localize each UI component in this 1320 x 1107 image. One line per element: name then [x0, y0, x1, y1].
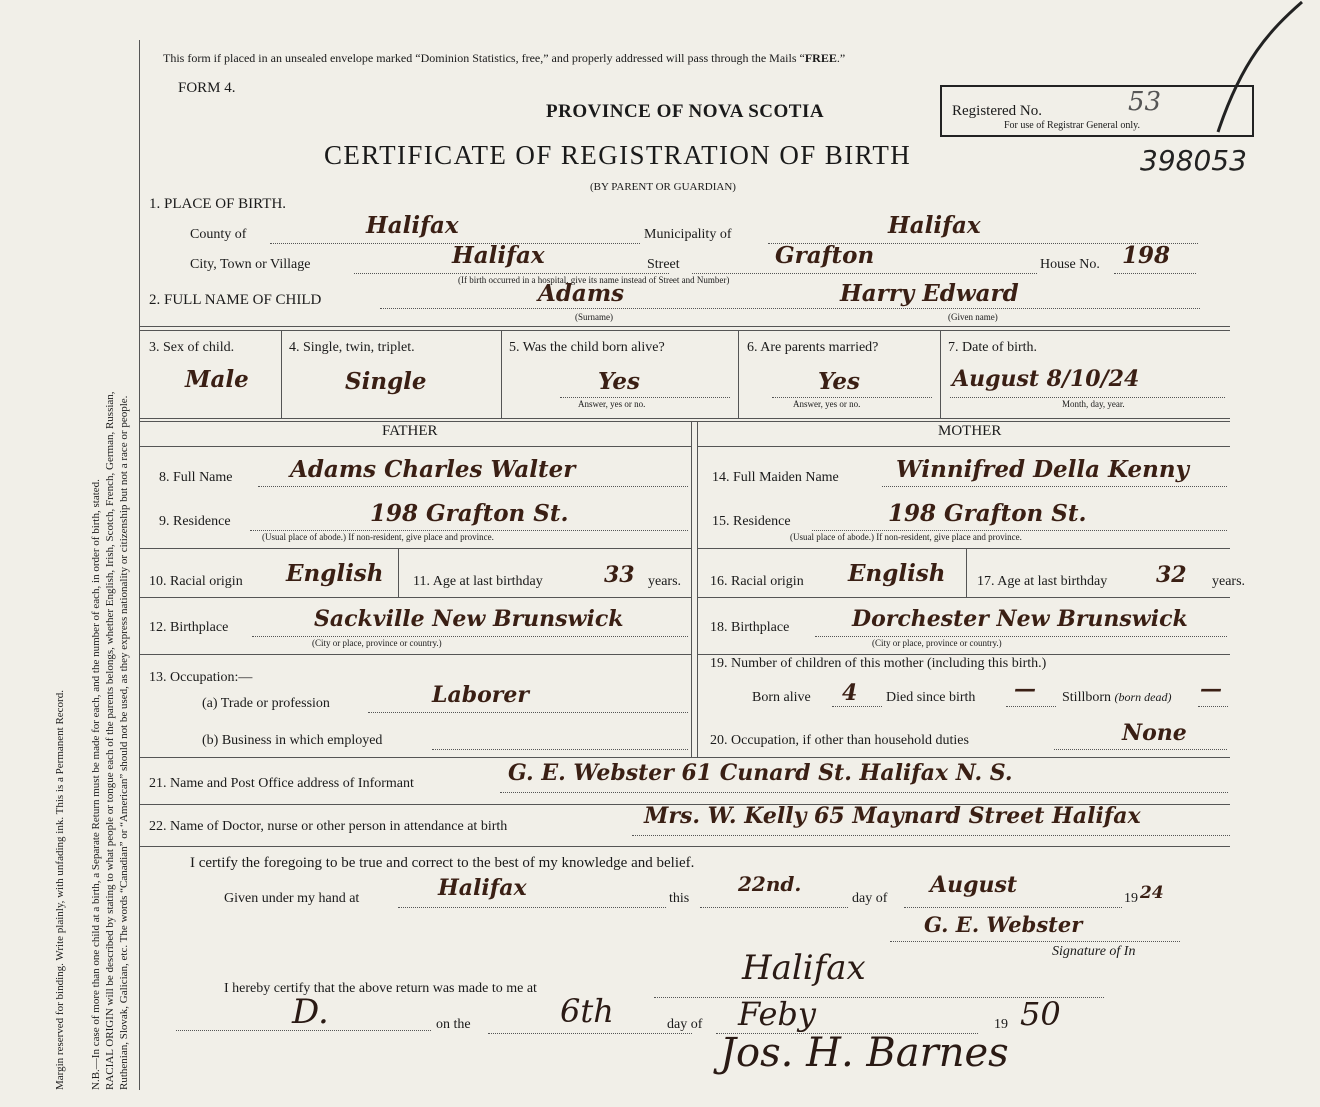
father-name-label: 8. Full Name	[159, 470, 233, 485]
parents-divider-2	[697, 422, 698, 757]
province-heading: PROVINCE OF NOVA SCOTIA	[546, 101, 825, 122]
registrar-day-of-label: day of	[667, 1017, 703, 1032]
mother-birthplace-note: (City or place, province or country.)	[872, 638, 1002, 648]
county-value: Halifax	[366, 212, 459, 239]
born-alive-count-value: 4	[842, 680, 858, 706]
checkmark-pen-stroke	[1170, 0, 1320, 140]
parents-married-line	[772, 397, 932, 398]
day-value: 22nd.	[738, 872, 802, 896]
street-line	[692, 273, 1037, 274]
margin-note-3: RACIAL ORIGIN will be described by stating to what people or tongue each of the parents belongs, whether English, Irish, Scotch, French, German, Russian,	[104, 391, 116, 1090]
father-birthplace-line	[252, 636, 688, 637]
mail-notice: This form if placed in an unsealed envelope marked “Dominion Statistics, free,” and properly addressed will pass through the Mails “FREE.”	[163, 51, 846, 65]
house-number-line	[1114, 273, 1196, 274]
born-alive-count-label: Born alive	[752, 690, 811, 705]
father-race-value: English	[286, 560, 384, 587]
mother-occupation-label: 20. Occupation, if other than household duties	[710, 733, 969, 748]
mother-age-years: years.	[1212, 574, 1246, 589]
certificate-title: CERTIFICATE OF REGISTRATION OF BIRTH	[324, 140, 912, 170]
father-trade-label: (a) Trade or profession	[202, 696, 330, 711]
month-value: August	[930, 872, 1017, 898]
born-alive-line	[560, 397, 730, 398]
registrar-day-line	[488, 1033, 692, 1034]
child-given-name-value: Harry Edward	[840, 280, 1019, 307]
father-name-value: Adams Charles Walter	[290, 456, 576, 483]
mother-heading: MOTHER	[938, 423, 1002, 439]
hospital-note: (If birth occurred in a hospital, give its name instead of Street and Number)	[458, 275, 730, 285]
certificate-subtitle: (BY PARENT OR GUARDIAN)	[590, 181, 736, 193]
certification-statement: I certify the foregoing to be true and correct to the best of my knowledge and belief.	[190, 855, 695, 871]
plurality-label: 4. Single, twin, triplet.	[289, 340, 415, 355]
father-heading: FATHER	[382, 423, 438, 439]
father-race-rule	[140, 548, 691, 549]
given-at-line	[398, 907, 666, 908]
father-business-line	[432, 749, 688, 750]
father-birthplace-value: Sackville New Brunswick	[314, 606, 624, 632]
day-line	[700, 907, 848, 908]
binding-margin-rule	[139, 40, 140, 1090]
informant-signature: G. E. Webster	[924, 912, 1083, 937]
signature-label: Signature of In	[1052, 944, 1136, 959]
surname-note: (Surname)	[575, 312, 613, 322]
father-age-years: years.	[648, 574, 682, 589]
mother-occupation-value: None	[1122, 720, 1187, 746]
given-name-note: (Given name)	[948, 312, 998, 322]
doctor-label: 22. Name of Doctor, nurse or other person in attendance at birth	[149, 819, 508, 834]
father-race-label: 10. Racial origin	[149, 574, 243, 589]
informant-line	[500, 792, 1228, 793]
children-count-label: 19. Number of children of this mother (including this birth.)	[710, 656, 1047, 671]
date-of-birth-value: August 8/10/24	[952, 366, 1140, 392]
details-divider-4	[940, 331, 941, 418]
registrar-year-value: 50	[1020, 995, 1061, 1033]
mother-residence-label: 15. Residence	[712, 514, 791, 529]
signature-line	[890, 941, 1180, 942]
parents-married-value: Yes	[818, 368, 861, 395]
stillborn-value: —	[1200, 676, 1222, 702]
mother-residence-value: 198 Grafton St.	[888, 500, 1087, 527]
details-divider-3	[738, 331, 739, 418]
stillborn-label	[1062, 690, 1172, 706]
registrar-statement: I hereby certify that the above return was made to me at	[224, 981, 537, 996]
day-of-label: day of	[852, 891, 888, 906]
margin-note-1: Margin reserved for binding. Write plainly, with unfading ink. This is a Permanent Record.	[54, 690, 66, 1090]
registrar-year-prefix: 19	[994, 1017, 1008, 1032]
date-of-birth-note: Month, day, year.	[1062, 399, 1125, 409]
street-value: Grafton	[775, 242, 875, 269]
stillborn-text: Stillborn	[1062, 690, 1112, 705]
informant-top-rule	[140, 757, 1230, 758]
mother-name-label: 14. Full Maiden Name	[712, 470, 839, 485]
on-the-label: on the	[436, 1017, 471, 1032]
born-alive-count-line	[832, 706, 882, 707]
registrar-month-value: Feby	[738, 995, 816, 1033]
mother-name-value: Winnifred Della Kenny	[896, 456, 1189, 483]
municipality-label: Municipality of	[644, 227, 732, 242]
mother-residence-line	[812, 530, 1227, 531]
mother-occupation-line	[1054, 749, 1227, 750]
plurality-value: Single	[345, 368, 427, 395]
father-birthplace-note: (City or place, province or country.)	[312, 638, 442, 648]
father-birthplace-rule	[140, 597, 691, 598]
father-race-divider	[398, 549, 399, 597]
mother-birthplace-label: 18. Birthplace	[710, 620, 790, 635]
father-residence-note: (Usual place of abode.) If non-resident, give place and province.	[262, 532, 494, 542]
father-name-line	[258, 486, 688, 487]
certification-top-rule	[140, 846, 1230, 847]
city-value: Halifax	[452, 242, 545, 269]
margin-note-2: N.B.—In case of more than one child at a birth, a Separate Return must be made for each, and the number of each, in order of birth, stated.	[90, 479, 102, 1090]
given-at-label: Given under my hand at	[224, 891, 360, 906]
county-label: County of	[190, 227, 247, 242]
father-business-label: (b) Business in which employed	[202, 733, 383, 748]
informant-value: G. E. Webster 61 Cunard St. Halifax N. S.	[508, 760, 1013, 786]
died-since-birth-value: —	[1014, 676, 1036, 702]
mother-heading-rule	[698, 446, 1230, 447]
stamp-number: 398053	[1140, 144, 1247, 177]
died-since-birth-line	[1006, 706, 1056, 707]
stillborn-note: (born dead)	[1114, 690, 1172, 704]
father-trade-line	[368, 712, 688, 713]
year-prefix: 19	[1124, 891, 1138, 906]
city-label: City, Town or Village	[190, 257, 311, 272]
details-divider-2	[501, 331, 502, 418]
registrar-initials: D.	[292, 992, 329, 1032]
informant-label: 21. Name and Post Office address of Informant	[149, 776, 414, 791]
doctor-value: Mrs. W. Kelly 65 Maynard Street Halifax	[644, 803, 1141, 829]
registrar-place-value: Halifax	[742, 948, 866, 988]
parents-married-label: 6. Are parents married?	[747, 340, 879, 355]
place-of-birth-heading: 1. PLACE OF BIRTH.	[149, 196, 287, 212]
registered-number-label: Registered No.	[952, 103, 1042, 119]
details-divider-1	[281, 331, 282, 418]
house-number-label: House No.	[1040, 257, 1100, 272]
parents-divider	[691, 422, 692, 757]
father-trade-value: Laborer	[432, 682, 529, 708]
parents-top-rule-2	[140, 421, 1230, 422]
mother-children-rule	[698, 654, 1230, 655]
margin-note-4: Ruthenian, Slovak, Galician, etc. The words “Canadian” or “American” should not be used, as they express nationality or citizenship but not a race or people.	[118, 395, 130, 1090]
registrar-day-value: 6th	[560, 992, 614, 1030]
sex-value: Male	[185, 366, 249, 393]
died-since-birth-label: Died since birth	[886, 690, 976, 705]
mother-race-value: English	[848, 560, 946, 587]
street-label: Street	[647, 257, 680, 272]
year-value: 24	[1140, 883, 1164, 903]
parents-married-note: Answer, yes or no.	[793, 399, 861, 409]
father-age-label: 11. Age at last birthday	[413, 574, 543, 589]
born-alive-value: Yes	[598, 368, 641, 395]
city-line	[354, 273, 669, 274]
month-line	[904, 907, 1122, 908]
given-at-value: Halifax	[438, 875, 527, 901]
father-birthplace-label: 12. Birthplace	[149, 620, 229, 635]
mother-residence-note: (Usual place of abode.) If non-resident, give place and province.	[790, 532, 1022, 542]
doctor-line	[632, 835, 1230, 836]
sex-label: 3. Sex of child.	[149, 340, 235, 355]
mother-birthplace-value: Dorchester New Brunswick	[852, 606, 1188, 632]
this-label: this	[669, 891, 690, 906]
parents-top-rule	[140, 418, 1230, 419]
father-occupation-rule	[140, 654, 691, 655]
father-residence-label: 9. Residence	[159, 514, 231, 529]
father-occupation-label: 13. Occupation:—	[149, 670, 253, 685]
registered-number-value: 53	[1128, 87, 1162, 117]
born-alive-label: 5. Was the child born alive?	[509, 340, 665, 355]
stillborn-line	[1198, 706, 1228, 707]
mother-race-divider	[966, 549, 967, 597]
mother-name-line	[882, 486, 1227, 487]
child-surname-value: Adams	[538, 280, 625, 307]
father-residence-line	[250, 530, 688, 531]
house-number-value: 198	[1122, 242, 1171, 269]
date-of-birth-line	[950, 397, 1225, 398]
mother-race-rule	[698, 548, 1230, 549]
child-name-line	[380, 308, 1200, 309]
father-age-value: 33	[604, 562, 635, 588]
mother-birthplace-rule	[698, 597, 1230, 598]
mother-race-label: 16. Racial origin	[710, 574, 804, 589]
father-residence-value: 198 Grafton St.	[370, 500, 569, 527]
form-number: FORM 4.	[178, 80, 236, 96]
child-name-label: 2. FULL NAME OF CHILD	[149, 292, 322, 308]
mother-age-label: 17. Age at last birthday	[977, 574, 1108, 589]
municipality-value: Halifax	[888, 212, 981, 239]
mother-birthplace-line	[815, 636, 1227, 637]
born-alive-note: Answer, yes or no.	[578, 399, 646, 409]
registrar-use-note: For use of Registrar General only.	[1004, 120, 1140, 131]
registrar-signature: Jos. H. Barnes	[720, 1030, 1009, 1076]
details-top-rule-2	[140, 330, 1230, 331]
mother-age-value: 32	[1156, 562, 1187, 588]
father-heading-rule	[140, 446, 691, 447]
date-of-birth-label: 7. Date of birth.	[948, 340, 1038, 355]
details-top-rule	[140, 326, 1230, 327]
